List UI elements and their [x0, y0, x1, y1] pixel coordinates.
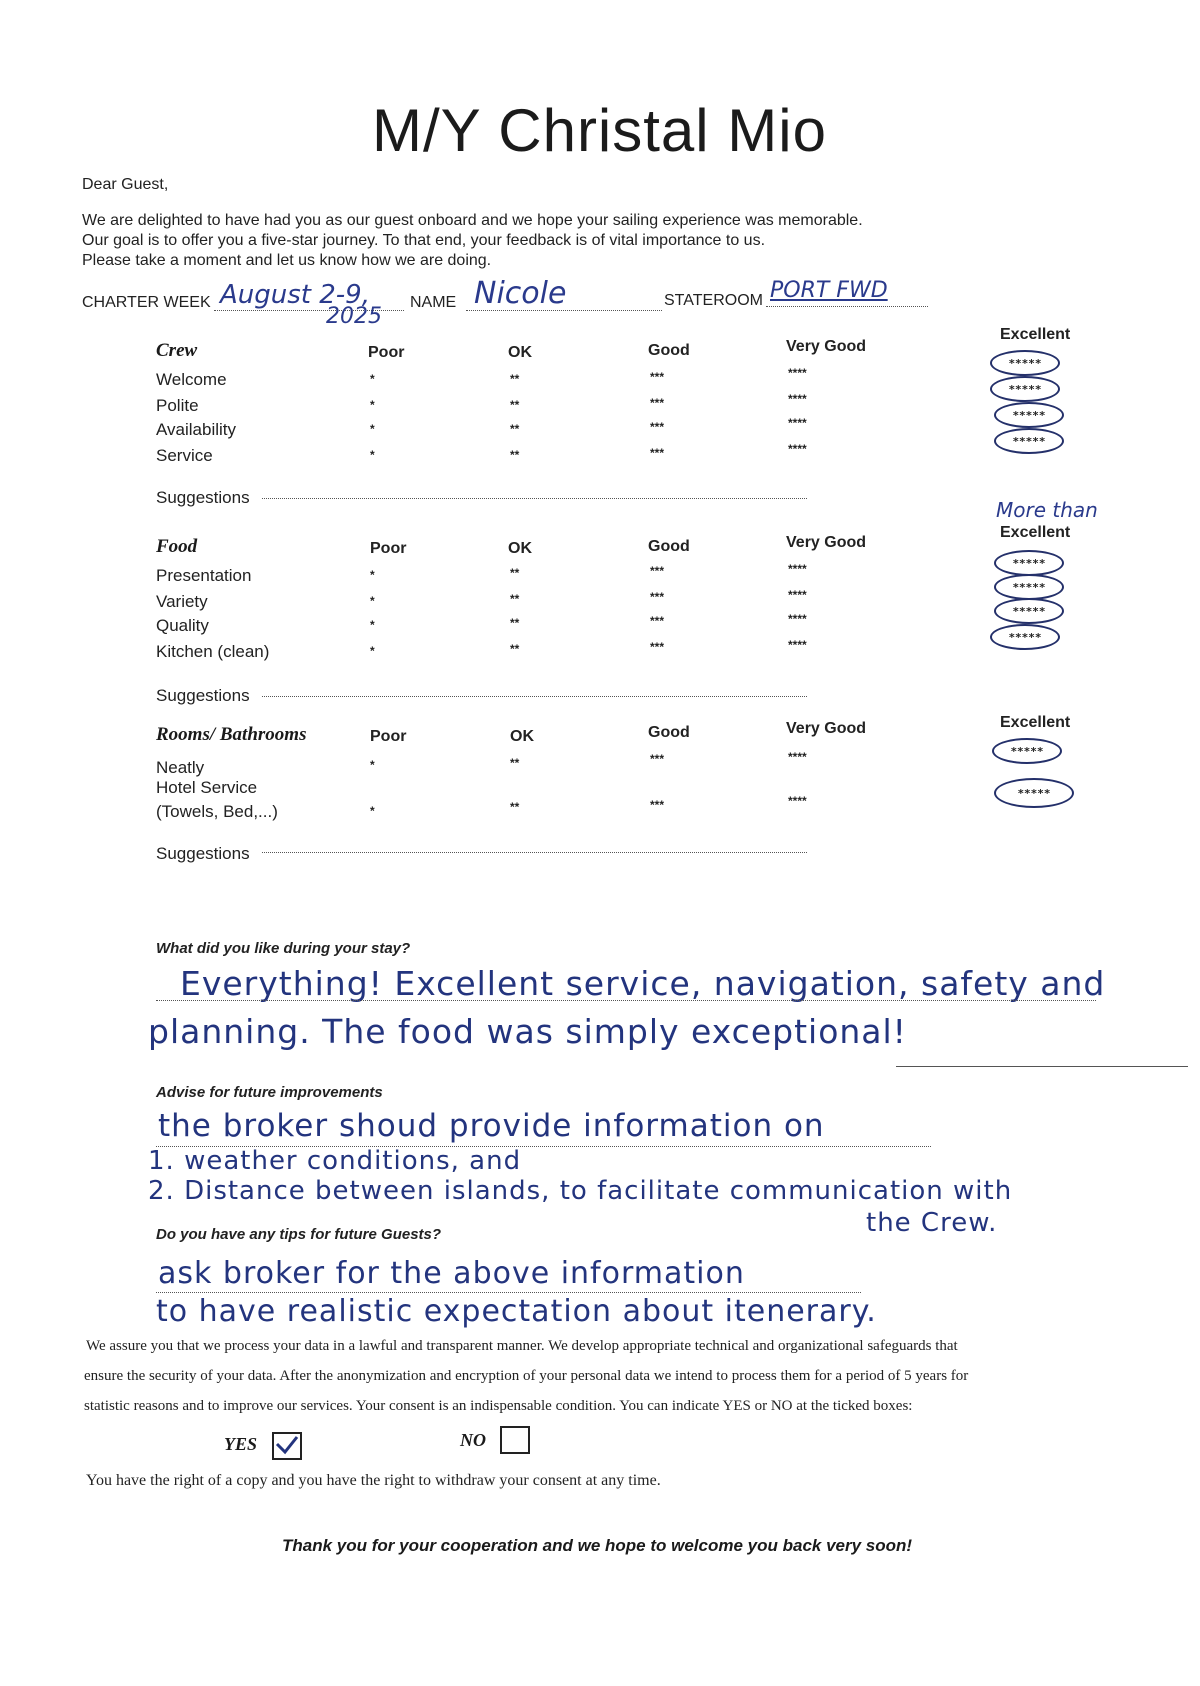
- crew-row-polite: Polite: [156, 396, 199, 415]
- closing-message: Thank you for your cooperation and we hope to welcome you back very soon!: [282, 1536, 913, 1555]
- col-ok: OK: [508, 344, 532, 361]
- rating-very-good[interactable]: ****: [788, 612, 807, 626]
- answer-liked-line-1[interactable]: Everything! Excellent service, navigation, safety and: [180, 964, 1106, 1003]
- col-very-good: Very Good: [786, 720, 867, 737]
- consent-line-2: ensure the security of your data. After the anonymization and encryption of your personal data we intend to process them for a period of 5 years for: [84, 1368, 969, 1384]
- answer-liked-rule-1: [156, 1000, 1096, 1001]
- question-liked: What did you like during your stay?: [156, 940, 411, 957]
- consent-line-3: statistic reasons and to improve our services. Your consent is an indispensable condition. You can indicate YES or NO at the ticked boxes:: [84, 1398, 913, 1414]
- rating-ok[interactable]: **: [510, 592, 520, 606]
- greeting: Dear Guest,: [82, 176, 169, 193]
- food-suggestions-line[interactable]: [262, 696, 807, 697]
- rating-ok[interactable]: **: [510, 398, 520, 412]
- rating-very-good[interactable]: ****: [788, 638, 807, 652]
- question-improvements: Advise for future improvements: [156, 1084, 383, 1101]
- rating-excellent-selected[interactable]: *****: [990, 376, 1060, 402]
- rating-ok[interactable]: **: [510, 756, 520, 770]
- food-row-kitchen: Kitchen (clean): [156, 642, 270, 661]
- charter-week-year[interactable]: 2025: [326, 304, 382, 329]
- col-excellent: Excellent: [1000, 714, 1071, 731]
- intro-line-3: Please take a moment and let us know how we are doing.: [82, 252, 492, 269]
- answer-liked-line-2[interactable]: planning. The food was simply exceptional!: [148, 1012, 907, 1051]
- stateroom-value[interactable]: PORT FWD: [770, 278, 888, 303]
- rating-good[interactable]: ***: [650, 640, 665, 654]
- rating-ok[interactable]: **: [510, 448, 520, 462]
- name-value[interactable]: Nicole: [474, 276, 567, 311]
- rating-good[interactable]: ***: [650, 370, 665, 384]
- stateroom-line: [766, 306, 928, 307]
- food-excellent-note: More than: [996, 498, 1098, 522]
- rating-excellent-selected[interactable]: *****: [990, 624, 1060, 650]
- rating-poor[interactable]: *: [370, 372, 375, 386]
- col-excellent: Excellent: [1000, 524, 1071, 541]
- rooms-row-hotel-service: Hotel Service: [156, 778, 258, 797]
- rating-good[interactable]: ***: [650, 614, 665, 628]
- rating-ok[interactable]: **: [510, 800, 520, 814]
- food-row-variety: Variety: [156, 592, 208, 611]
- checkmark-icon: [274, 1434, 300, 1458]
- consent-no-label: NO: [460, 1430, 486, 1450]
- col-poor: Poor: [368, 344, 405, 361]
- rating-ok[interactable]: **: [510, 642, 520, 656]
- rating-very-good[interactable]: ****: [788, 392, 807, 406]
- col-poor: Poor: [370, 728, 407, 745]
- col-very-good: Very Good: [786, 534, 867, 551]
- answer-improvements-line-3[interactable]: 2. Distance between islands, to facilitate communication with: [148, 1176, 1013, 1206]
- rooms-row-towels-bed: (Towels, Bed,...): [156, 802, 278, 821]
- rating-very-good[interactable]: ****: [788, 562, 807, 576]
- rating-excellent-selected[interactable]: *****: [990, 350, 1060, 376]
- col-ok: OK: [508, 540, 532, 557]
- rating-good[interactable]: ***: [650, 798, 665, 812]
- rating-good[interactable]: ***: [650, 396, 665, 410]
- rating-ok[interactable]: **: [510, 422, 520, 436]
- col-excellent: Excellent: [1000, 326, 1071, 343]
- rooms-row-neatly: Neatly: [156, 758, 205, 777]
- answer-tips-line-2[interactable]: to have realistic expectation about itenerary.: [156, 1294, 877, 1329]
- consent-no-checkbox[interactable]: [500, 1426, 530, 1454]
- section-food-title: Food: [156, 536, 198, 557]
- rating-very-good[interactable]: ****: [788, 794, 807, 808]
- answer-improvements-line-2[interactable]: 1. weather conditions, and: [148, 1146, 522, 1176]
- rating-poor[interactable]: *: [370, 758, 375, 772]
- stateroom-label: STATEROOM: [664, 292, 763, 309]
- rating-excellent-selected[interactable]: *****: [994, 598, 1064, 624]
- rating-ok[interactable]: **: [510, 372, 520, 386]
- rating-poor[interactable]: *: [370, 594, 375, 608]
- answer-improvements-line-4[interactable]: the Crew.: [866, 1208, 998, 1238]
- charter-week-value[interactable]: August 2-9,: [220, 280, 370, 310]
- rating-good[interactable]: ***: [650, 590, 665, 604]
- consent-yes-label: YES: [224, 1434, 258, 1454]
- col-ok: OK: [510, 728, 534, 745]
- rating-excellent-selected[interactable]: *****: [992, 738, 1062, 764]
- answer-tips-line-1[interactable]: ask broker for the above information: [158, 1256, 745, 1291]
- food-row-quality: Quality: [156, 616, 209, 635]
- answer-tips-rule: [156, 1292, 861, 1293]
- intro-line-2: Our goal is to offer you a five-star journey. To that end, your feedback is of vital importance to us.: [82, 232, 766, 249]
- consent-rights: You have the right of a copy and you have the right to withdraw your consent at any time.: [86, 1472, 661, 1489]
- crew-suggestions-line[interactable]: [262, 498, 807, 499]
- section-crew-title: Crew: [156, 340, 198, 361]
- food-row-presentation: Presentation: [156, 566, 252, 585]
- rating-poor[interactable]: *: [370, 644, 375, 658]
- question-tips: Do you have any tips for future Guests?: [156, 1226, 442, 1243]
- rating-excellent-selected[interactable]: *****: [994, 428, 1064, 454]
- crew-suggestions-label: Suggestions: [156, 488, 250, 507]
- col-very-good: Very Good: [786, 338, 867, 355]
- rating-poor[interactable]: *: [370, 804, 375, 818]
- rating-very-good[interactable]: ****: [788, 416, 807, 430]
- crew-row-service: Service: [156, 446, 213, 465]
- rating-poor[interactable]: *: [370, 618, 375, 632]
- rooms-suggestions-label: Suggestions: [156, 844, 250, 863]
- crew-row-availability: Availability: [156, 420, 237, 439]
- section-rooms-title: Rooms/ Bathrooms: [156, 724, 307, 745]
- consent-line-1: We assure you that we process your data in a lawful and transparent manner. We develop appropriate technical and organizational safeguards that: [86, 1338, 958, 1354]
- col-good: Good: [648, 538, 690, 555]
- rating-good[interactable]: ***: [650, 420, 665, 434]
- rating-very-good[interactable]: ****: [788, 750, 807, 764]
- rating-poor[interactable]: *: [370, 398, 375, 412]
- rating-very-good[interactable]: ****: [788, 442, 807, 456]
- answer-liked-rule-2: [896, 1066, 1188, 1067]
- rating-poor[interactable]: *: [370, 448, 375, 462]
- col-poor: Poor: [370, 540, 407, 557]
- col-good: Good: [648, 342, 690, 359]
- answer-improvements-line-1[interactable]: the broker shoud provide information on: [158, 1108, 825, 1144]
- rating-good[interactable]: ***: [650, 564, 665, 578]
- intro-line-1: We are delighted to have had you as our guest onboard and we hope your sailing experience was memorable.: [82, 212, 863, 229]
- rating-very-good[interactable]: ****: [788, 366, 807, 380]
- rating-poor[interactable]: *: [370, 568, 375, 582]
- rating-good[interactable]: ***: [650, 446, 665, 460]
- rating-good[interactable]: ***: [650, 752, 665, 766]
- col-good: Good: [648, 724, 690, 741]
- rating-ok[interactable]: **: [510, 566, 520, 580]
- rooms-suggestions-line[interactable]: [262, 852, 807, 853]
- charter-week-label: CHARTER WEEK: [82, 294, 211, 311]
- name-label: NAME: [410, 294, 457, 311]
- crew-row-welcome: Welcome: [156, 370, 227, 389]
- rating-very-good[interactable]: ****: [788, 588, 807, 602]
- rating-excellent-selected[interactable]: *****: [994, 778, 1074, 808]
- rating-excellent-selected[interactable]: *****: [994, 402, 1064, 428]
- consent-yes-checkbox[interactable]: [272, 1432, 302, 1460]
- rating-excellent-selected[interactable]: *****: [994, 550, 1064, 576]
- rating-ok[interactable]: **: [510, 616, 520, 630]
- rating-poor[interactable]: *: [370, 422, 375, 436]
- rating-excellent-selected[interactable]: *****: [994, 574, 1064, 600]
- form-title: M/Y Christal Mio: [372, 97, 827, 164]
- food-suggestions-label: Suggestions: [156, 686, 250, 705]
